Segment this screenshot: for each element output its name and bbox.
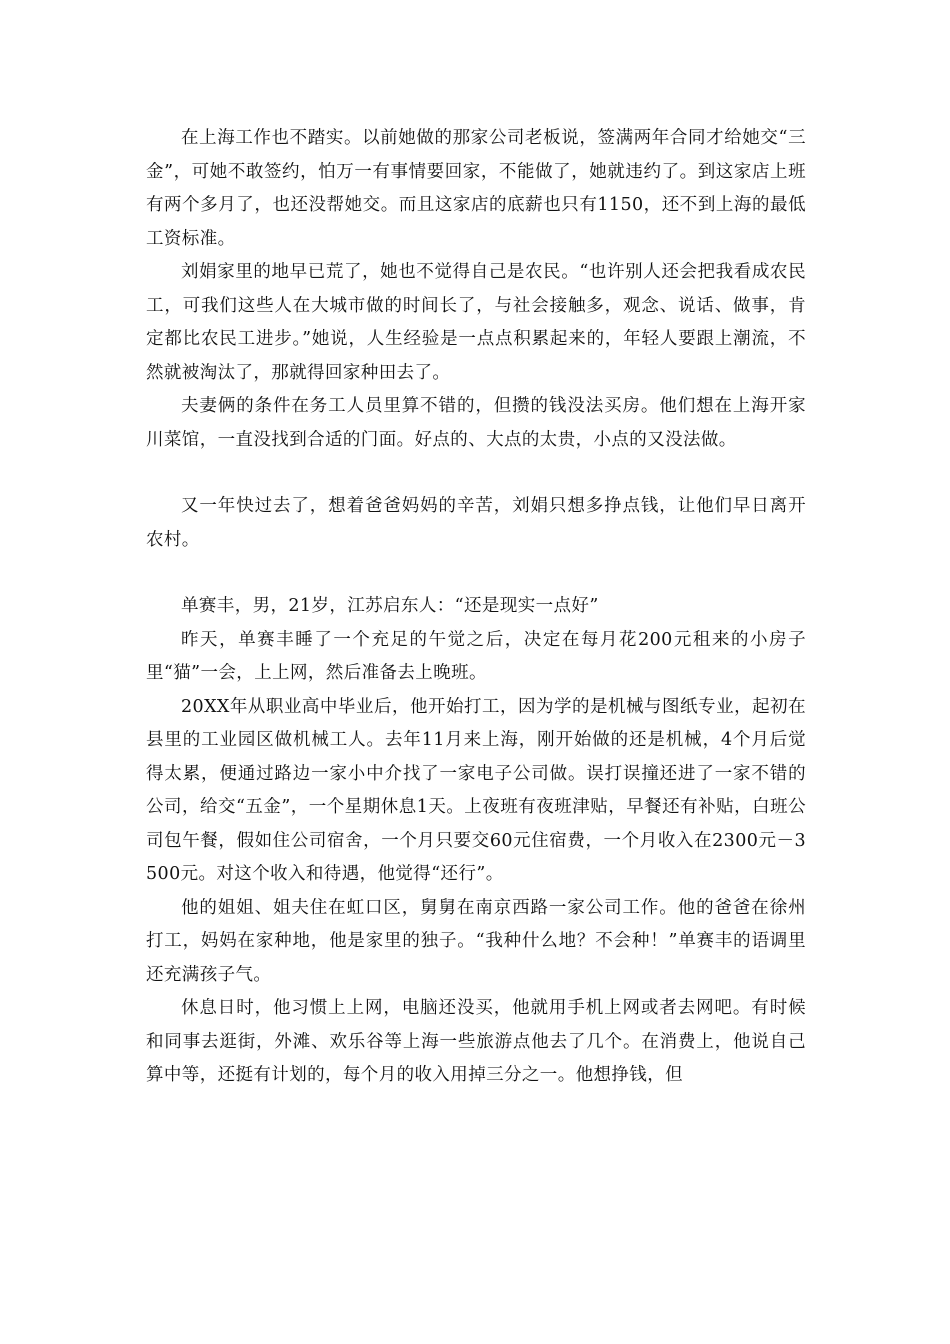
paragraph-3: 夫妻俩的条件在务工人员里算不错的，但攒的钱没法买房。他们想在上海开家川菜馆，一直没找到合适的门面。好点的、大点的太贵，小点的又没法做。 (146, 396, 806, 450)
paragraph-gap (146, 557, 806, 590)
paragraph-4: 又一年快过去了，想着爸爸妈妈的辛苦，刘娟只想多挣点钱，让他们早日离开农村。 (146, 496, 806, 550)
paragraph-8: 休息日时，他习惯上上网，电脑还没买，他就用手机上网或者去网吧。有时候和同事去逛街，外滩、欢乐谷等上海一些旅游点他去了几个。在消费上，他说自己算中等，还挺有计划的，每个月的收入用掉三分之一。他想挣钱，但 (146, 998, 806, 1085)
paragraph-gap (146, 457, 806, 490)
paragraph-1: 在上海工作也不踏实。以前她做的那家公司老板说，签满两年合同才给她交“三金”，可她不敢签约，怕万一有事情要回家，不能做了，她就违约了。到这家店上班有两个多月了，也还没帮她交。而且这家店的底薪也只有1150，还不到上海的最低工资标准。 (146, 128, 806, 249)
paragraph-2: 刘娟家里的地早已荒了，她也不觉得自己是农民。“也许别人还会把我看成农民工，可我们这些人在大城市做的时间长了，与社会接触多，观念、说话、做事，肯定都比农民工进步。”她说，人生经验是一点点积累起来的，年轻人要跟上潮流，不然就被淘汰了，那就得回家种田去了。 (146, 262, 806, 383)
paragraph-6: 20XX年从职业高中毕业后，他开始打工，因为学的是机械与图纸专业，起初在县里的工业园区做机械工人。去年11月来上海，刚开始做的还是机械，4个月后觉得太累，便通过路边一家小中介找了一家电子公司做。误打误撞还进了一家不错的公司，给交“五金”，一个星期休息1天。上夜班有夜班津贴，早餐还有补贴，白班公司包午餐，假如住公司宿舍，一个月只要交60元住宿费，一个月收入在2300元－3500元。对这个收入和待遇，他觉得“还行”。 (146, 696, 806, 884)
paragraph-5: 昨天，单赛丰睡了一个充足的午觉之后，决定在每月花200元租来的小房子里“猫”一会，上上网，然后准备去上晚班。 (146, 629, 806, 683)
section-heading: 单赛丰，男，21岁，江苏启东人：“还是现实一点好” (181, 596, 599, 616)
paragraph-7: 他的姐姐、姐夫住在虹口区，舅舅在南京西路一家公司工作。他的爸爸在徐州打工，妈妈在家种地，他是家里的独子。“我种什么地？不会种！”单赛丰的语调里还充满孩子气。 (146, 897, 806, 985)
article-body (146, 122, 806, 1093)
